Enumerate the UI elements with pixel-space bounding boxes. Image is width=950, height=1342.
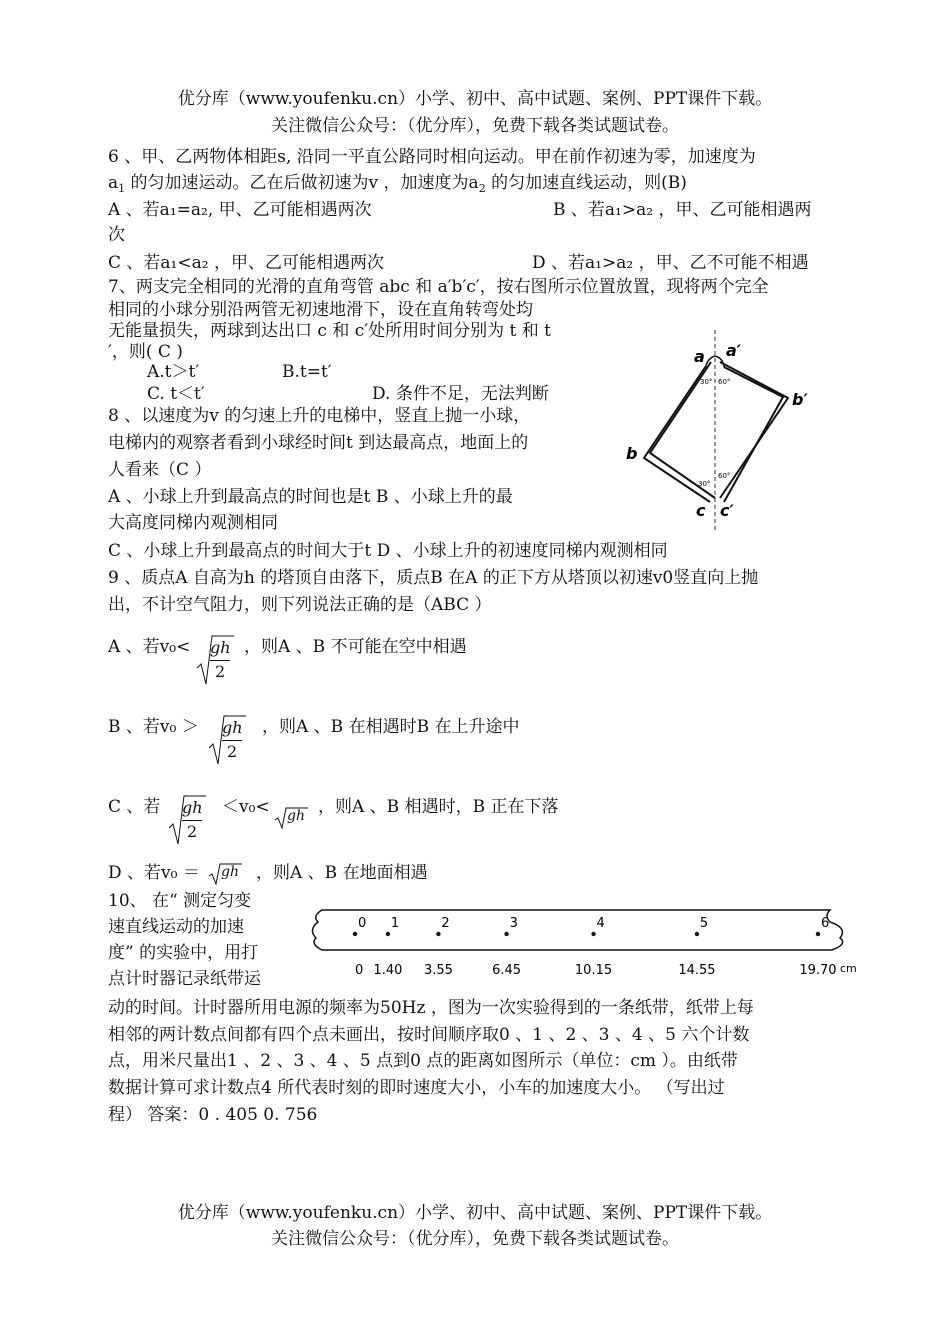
q10-line-3: 度” 的实验中，用打 — [108, 943, 259, 963]
tape-unit-label: cm — [839, 962, 857, 975]
paper-tape-figure — [300, 904, 855, 984]
q10-line-8: 数据计算可求计数点4 所代表时刻的即时速度大小，小车的加速度大小。 （写出过 — [108, 1078, 725, 1098]
q6-stem-line-1: 6 、甲、乙两物体相距s, 沿同一平直公路同时相向运动。甲在前作初速为零，加速度为 — [108, 147, 756, 167]
tape-point-6 — [816, 932, 820, 936]
angle-label-bottom-right: 60° — [718, 472, 731, 480]
label-a: a — [694, 347, 705, 366]
q7-stem-line-1: 7、两支完全相同的光滑的直角弯管 abc 和 a′b′c′，按右图所示位置放置，现将两个完全 — [108, 277, 769, 297]
tape-distance-3: 6.45 — [492, 963, 522, 978]
q9-option-b-suffix: ，则A 、B 在相遇时B 在上升途中 — [262, 717, 520, 737]
q9-option-b-sqrt: gh 2 — [208, 712, 248, 768]
q10-line-7: 点，用米尺量出1 、2 、3 、4 、5 点到0 点的距离如图所示（单位：cm ）。由纸带 — [108, 1051, 738, 1071]
q8-options-ab: A 、小球上升到最高点的时间也是t B 、小球上升的最 — [108, 487, 513, 507]
tape-point-4 — [591, 932, 595, 936]
tape-distance-2: 3.55 — [423, 963, 453, 978]
q7-stem-line-3: 无能量损失，两球到达出口 c 和 c′处所用时间分别为 t 和 t — [108, 321, 551, 341]
q8-stem-line-3: 人看来（C ） — [108, 460, 212, 480]
label-a-prime: a′ — [726, 341, 742, 360]
header-line-1: 优分库（www.youfenku.cn）小学、初中、高中试题、案例、PPT课件下载。 — [177, 89, 773, 109]
tape-distance-0: 0 — [355, 963, 364, 978]
label-b: b — [626, 444, 638, 463]
q8-stem-line-2: 电梯内的观察者看到小球经时间t 到达最高点，地面上的 — [108, 433, 529, 453]
q9-option-a-suffix: ，则A 、B 不可能在空中相遇 — [244, 637, 467, 657]
tape-point-0 — [353, 932, 357, 936]
q6-option-a: A 、若a₁=a₂, 甲、乙可能相遇两次 — [108, 200, 372, 220]
tape-distance-4: 10.15 — [574, 963, 613, 978]
q9-option-c-mid: ＜v₀< — [222, 797, 270, 817]
q9-option-b-prefix: B 、若v₀ ＞ — [108, 717, 199, 737]
label-c: c — [696, 501, 706, 520]
q8-options-ab-cont: 大高度同梯内观测相同 — [108, 513, 278, 533]
footer-line-1: 优分库（www.youfenku.cn）小学、初中、高中试题、案例、PPT课件下载。 — [177, 1203, 773, 1223]
tape-point-label-0: 0 — [358, 916, 367, 931]
tape-point-5 — [695, 932, 699, 936]
angle-label-bottom-left: 30° — [698, 480, 711, 488]
q9-option-d-prefix: D 、若v₀ ＝ — [108, 863, 200, 883]
q9-option-c-sqrt: gh — [274, 806, 310, 830]
q10-line-9: 程） 答案：0 . 405 0. 756 — [108, 1105, 318, 1125]
q7-stem-line-2: 相同的小球分别沿两管无初速地滑下，设在直角转弯处均 — [108, 300, 533, 320]
tape-point-label-3: 3 — [509, 916, 518, 931]
tape-point-1 — [386, 932, 390, 936]
tape-distance-6: 19.70 — [799, 963, 837, 978]
q6-option-b: B 、若a₁>a₂ ，甲、乙可能相遇两 — [553, 200, 812, 220]
q6-option-b-cont: 次 — [108, 225, 125, 245]
tape-distance-5: 14.55 — [678, 963, 716, 978]
q9-option-a-prefix: A 、若v₀< — [108, 637, 191, 657]
label-c-prime: c′ — [720, 501, 734, 520]
q6-option-d: D 、若a₁>a₂ ，甲、乙不可能不相遇 — [532, 253, 809, 273]
header-line-2: 关注微信公众号：（优分库），免费下载各类试题试卷。 — [271, 116, 679, 136]
q9-option-c-prefix: C 、若 — [108, 797, 161, 817]
q9-option-c-sqrt-frac: gh 2 — [168, 792, 208, 848]
q10-line-5: 动的时间。计时器所用电源的频率为50Hz ，图为一次实验得到的一条纸带，纸带上每 — [108, 998, 754, 1018]
q10-line-1: 10、 在“ 测定匀变 — [108, 891, 252, 911]
q7-option-b: B.t=t′ — [282, 362, 332, 382]
angle-label-top-left: 30° — [700, 378, 713, 386]
q7-stem-line-4: ′，则( C ) — [108, 342, 183, 362]
q9-option-d-sqrt: gh — [208, 862, 244, 886]
footer-line-2: 关注微信公众号：（优分库），免费下载各类试题试卷。 — [271, 1229, 679, 1249]
q10-line-6: 相邻的两计数点间都有四个点未画出，按时间顺序取0 、1 、2 、3 、4 、5 六个计数 — [108, 1025, 750, 1045]
tape-point-3 — [504, 932, 508, 936]
tape-point-label-1: 1 — [390, 916, 400, 931]
angle-label-top-right: 60° — [718, 378, 731, 386]
q10-line-2: 速直线运动的加速 — [108, 917, 244, 937]
tape-point-label-2: 2 — [441, 916, 450, 931]
q9-stem-line-2: 出，不计空气阻力，则下列说法正确的是（ABC ） — [108, 595, 492, 615]
q6-stem-line-2: $a_1$ 的匀加速运动。乙在后做初速为v ，加速度为$a_2$ 的匀加速直线运动，则(B) — [108, 173, 687, 195]
q9-stem-line-1: 9 、质点A 自高为h 的塔顶自由落下，质点B 在A 的正下方从塔顶以初速v0竖直向上抛 — [108, 568, 759, 588]
q7-option-a: A.t＞t′ — [147, 362, 200, 382]
tape-point-2 — [436, 932, 440, 936]
q8-stem-line-1: 8 、以速度为v 的匀速上升的电梯中，竖直上抛一小球， — [108, 406, 531, 426]
q9-option-d-suffix: ，则A 、B 在地面相遇 — [256, 863, 428, 883]
tape-point-label-6: 6 — [820, 916, 830, 931]
label-b-prime: b′ — [792, 390, 808, 409]
tape-point-label-4: 4 — [596, 916, 605, 931]
q7-option-d: D. 条件不足，无法判断 — [372, 384, 549, 404]
tape-point-label-5: 5 — [699, 916, 709, 931]
q8-options-cd: C 、小球上升到最高点的时间大于t D 、小球上升的初速度同梯内观测相同 — [108, 541, 668, 561]
q9-option-c-suffix: ，则A 、B 相遇时，B 正在下落 — [318, 797, 559, 817]
bent-tube-figure — [620, 322, 840, 532]
q10-line-4: 点计时器记录纸带运 — [108, 969, 261, 989]
tape-distance-1: 1.40 — [373, 963, 403, 978]
q6-option-c: C 、若a₁<a₂ ，甲、乙可能相遇两次 — [108, 253, 384, 273]
q7-option-c: C. t＜t′ — [147, 384, 205, 404]
q9-option-a-sqrt: gh 2 — [196, 632, 236, 688]
